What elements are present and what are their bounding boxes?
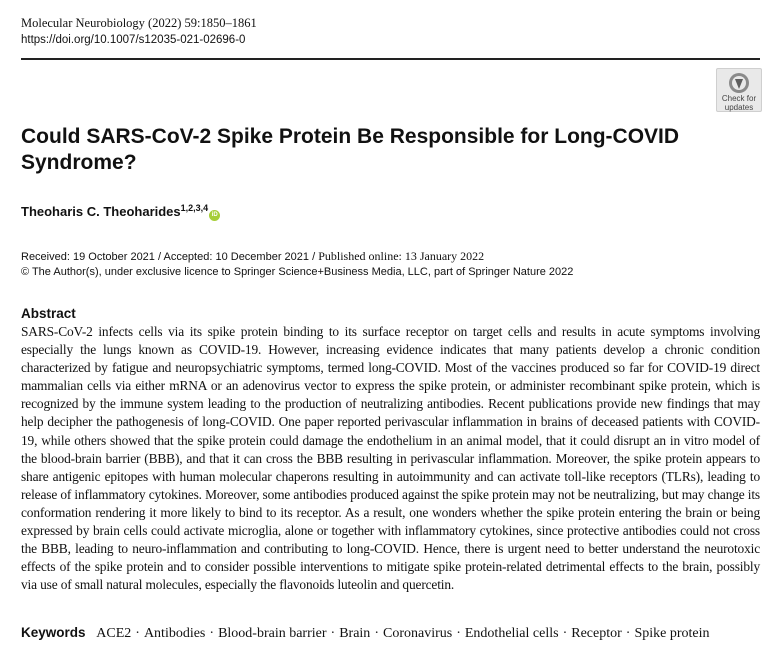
abstract-heading: Abstract — [21, 306, 76, 321]
keyword-item[interactable]: Brain — [339, 626, 371, 641]
keyword-item[interactable]: Spike protein — [634, 626, 710, 641]
received-accepted-dates: Received: 19 October 2021 / Accepted: 10 December 2021 / — [21, 251, 319, 263]
check-for-updates-button[interactable] — [716, 68, 762, 112]
keyword-separator: · — [330, 626, 336, 641]
author-affiliations[interactable]: 1,2,3,4 — [180, 203, 209, 213]
keyword-separator: · — [374, 626, 379, 641]
header-divider — [21, 58, 760, 60]
published-date: Published online: 13 January 2022 — [318, 249, 485, 263]
keyword-item[interactable]: Receptor — [571, 626, 622, 641]
badge-text-line1: Check for — [721, 94, 757, 103]
badge-text-line2: updates — [724, 103, 754, 112]
keyword-item[interactable]: Endothelial cells — [464, 626, 559, 641]
keyword-item[interactable]: ACE2 — [96, 626, 132, 641]
keywords-label: Keywords — [21, 625, 86, 640]
orcid-icon[interactable]: iD — [209, 210, 220, 221]
author-line — [21, 203, 220, 221]
copyright-notice: © The Author(s), under exclusive licence to Springer Science+Business Media, LLC, part of Springer Nature 2022 — [21, 266, 574, 278]
keyword-separator: · — [209, 626, 215, 641]
article-dates — [21, 249, 573, 280]
journal-header — [21, 15, 257, 49]
keyword-separator: · — [135, 626, 140, 641]
keywords-section — [21, 625, 710, 642]
keyword-separator: · — [625, 626, 631, 641]
keyword-item[interactable]: Coronavirus — [382, 626, 453, 641]
abstract-text: SARS-CoV-2 infects cells via its spike protein binding to its surface receptor on target cells and results in acute symptoms involving especially the lungs known as COVID-19. However, increasing evidence indicates that many patients develop a chronic condition characterized by fatigue and neuropsychiatric symptoms, termed long-COVID. Most of the vaccines produced so far for COVID-19 direct mammalian cells via either mRNA or an adenovirus vector to express the spike protein, or administer recombinant spike protein, which is recognized by the immune system leading to the production of neutralizing antibodies. Recent publications provide new findings that may help decipher the pathogenesis of long-COVID. One paper reported perivascular inflammation in brains of deceased patients with COVID-19, while others showed that the spike protein could damage the endothelium in an animal model, that it could disrupt an in vitro model of the blood-brain barrier (BBB), and that it can cross the BBB resulting in perivascular inflammation. Moreover, the spike protein appears to share antigenic epitopes with human molecular chaperons resulting in autoimmunity and can activate toll-like receptors (TLRs), leading to release of inflammatory cytokines. Moreover, some antibodies produced against the spike protein may not be neutralizing, but may change its conformation rendering it more likely to bind to its receptor. As a result, one wonders whether the spike protein entering the brain or being expressed by brain cells could activate microglia, alone or together with inflammatory cytokines, since protective antibodies could not cross the BBB, leading to neuro-inflammation and contributing to long-COVID. Hence, there is urgent need to better understand the neurotoxic effects of the spike protein and to consider possible interventions to mitigate spike protein-related detrimental effects to the brain, possibly via use of small natural molecules, especially the flavonoids luteolin and quercetin. — [21, 324, 760, 593]
keyword-item[interactable]: Antibodies — [143, 626, 206, 641]
keyword-separator: · — [456, 626, 461, 641]
author-name[interactable]: Theoharis C. Theoharides — [21, 204, 181, 219]
keyword-item[interactable]: Blood-brain barrier — [218, 626, 327, 641]
doi-link[interactable]: https://doi.org/10.1007/s12035-021-02696-0 — [21, 34, 246, 46]
keyword-separator: · — [562, 626, 568, 641]
crossmark-icon — [728, 72, 750, 94]
article-title: Could SARS-CoV-2 Spike Protein Be Responsible for Long-COVID Syndrome? — [21, 125, 680, 174]
journal-citation: Molecular Neurobiology (2022) 59:1850–1861 — [21, 16, 257, 30]
